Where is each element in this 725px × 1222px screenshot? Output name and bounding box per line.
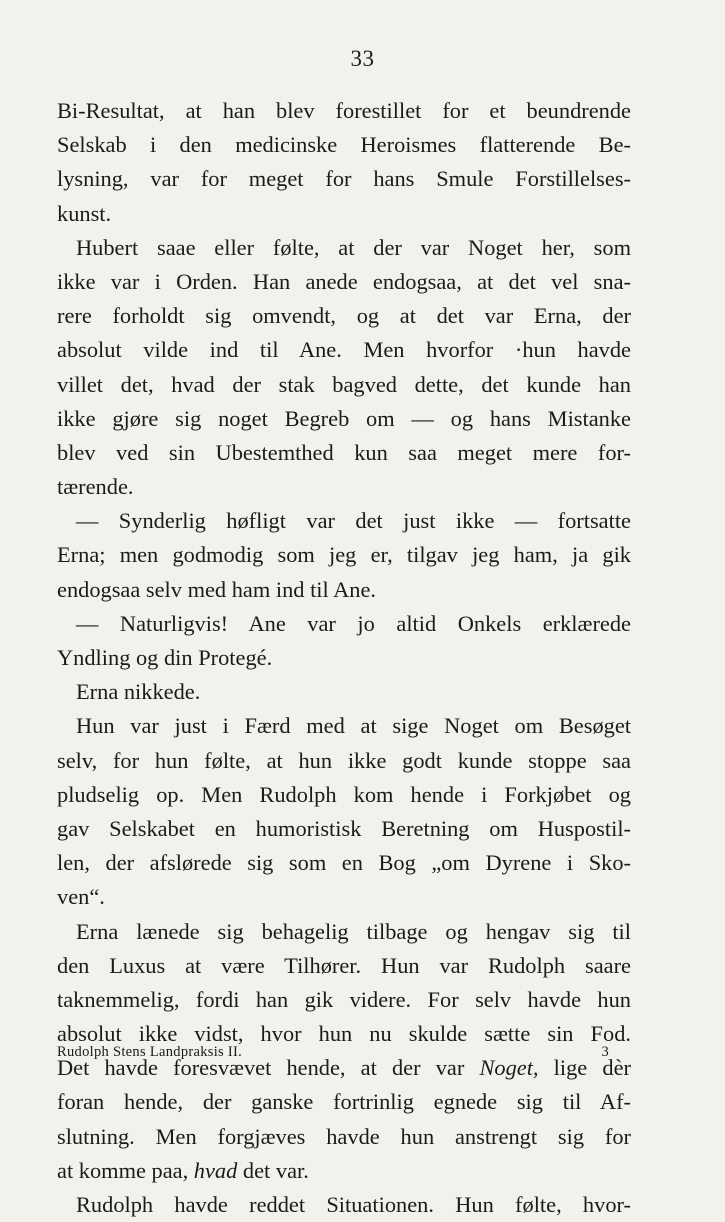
text-line: len, der afslørede sig som en Bog „om Dyrene i Sko- [57, 850, 631, 876]
text-line: kunst. [57, 200, 112, 226]
emphasis: hvad [193, 1157, 238, 1183]
text-line: Erna; men godmodig som jeg er, tilgav jeg ham, ja gik [57, 542, 631, 568]
text-line: Erna lænede sig behagelig tilbage og hengav sig til [76, 918, 631, 944]
text-line: — Naturligvis! Ane var jo altid Onkels erklærede [76, 610, 631, 636]
text-line: ikke gjøre sig noget Begreb om — og hans Mistanke [57, 405, 631, 431]
text-line: ikke var i Orden. Han anede endogsaa, at det vel sna- [57, 268, 631, 294]
text-line: Erna nikkede. [76, 679, 201, 705]
emphasis: Noget, [479, 1055, 539, 1081]
text-line: lysning, var for meget for hans Smule Forstillelses- [57, 166, 631, 192]
text-line: villet det, hvad der stak bagved dette, det kunde han [57, 371, 631, 397]
text-line: Hubert saae eller følte, at der var Noget her, som [76, 234, 631, 260]
text-line: Rudolph havde reddet Situationen. Hun følte, hvor- [76, 1192, 631, 1217]
text-line: Bi-Resultat, at han blev forestillet for et beundrende [57, 98, 631, 123]
text-line: Selskab i den medicinske Heroismes flatterende Be- [57, 132, 631, 158]
text-line: tærende. [57, 474, 134, 500]
text-line: Yndling og din Protegé. [57, 645, 273, 670]
text-line: Hun var just i Færd med at sige Noget om Besøget [76, 713, 631, 739]
text-line: endogsaa selv med ham ind til Ane. [57, 576, 377, 602]
text-line: pludselig op. Men Rudolph kom hende i Forkjøbet og [57, 781, 631, 807]
text-line: rere forholdt sig omvendt, og at det var Erna, der [57, 303, 631, 329]
text-line: absolut vilde ind til Ane. Men hvorfor ·hun havde [57, 337, 631, 363]
footer-sheet-number: 3 [601, 1044, 609, 1060]
text-line: absolut ikke vidst, hvor hun nu skulde sætte sin Fod. [57, 1021, 631, 1047]
text-line: — Synderlig høfligt var det just ikke — fortsatte [76, 508, 631, 534]
text-line: at komme paa, hvad det var. [57, 1157, 309, 1183]
text-line: den Luxus at være Tilhører. Hun var Rudolph saare [57, 952, 631, 978]
page-footer [57, 1044, 609, 1061]
footer-signature: Rudolph Stens Landpraksis II. [57, 1044, 243, 1060]
text-line: slutning. Men forgjæves havde hun anstrengt sig for [57, 1123, 631, 1149]
text-line: gav Selskabet en humoristisk Beretning om Huspostil- [57, 815, 631, 841]
text-line: taknemmelig, fordi han gik videre. For selv havde hun [57, 986, 631, 1012]
text-line: Det havde foresvævet hende, at der var Noget, lige dèr [57, 1055, 631, 1081]
page-number: 33 [350, 46, 375, 71]
text-line: foran hende, der ganske fortrinlig egnede sig til Af- [57, 1089, 631, 1115]
text-line: selv, for hun følte, at hun ikke godt kunde stoppe saa [57, 747, 631, 773]
text-line: blev ved sin Ubestemthed kun saa meget mere for- [57, 439, 631, 465]
text-line: ven“. [57, 884, 105, 910]
